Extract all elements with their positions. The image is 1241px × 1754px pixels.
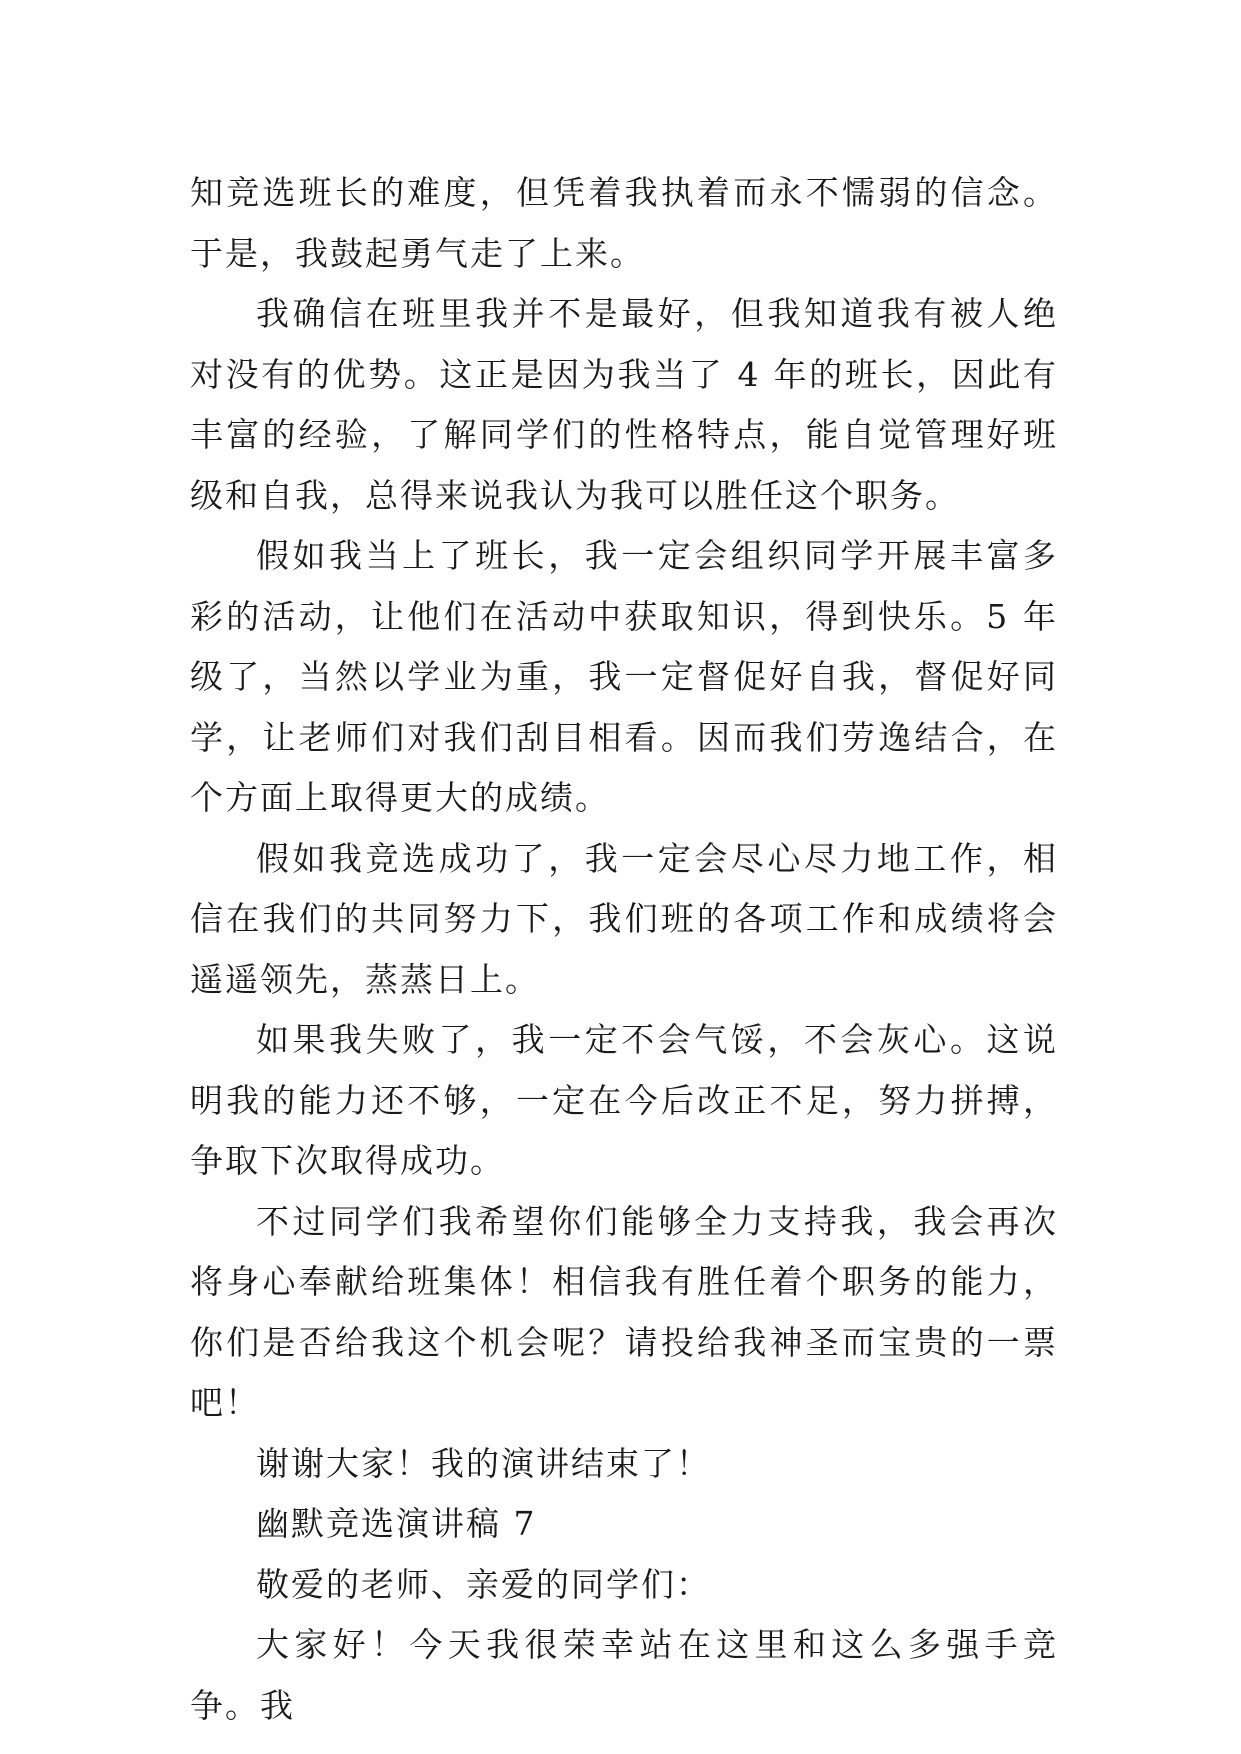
paragraph-failure: 如果我失败了，我一定不会气馁，不会灰心。这说明我的能力还不够，一定在今后改正不足，努力拼搏，争取下次取得成功。 [190,1020,1058,1180]
paragraph-greeting: 大家好！今天我很荣幸站在这里和这么多强手竞争。我 [190,1625,1058,1725]
paragraph-advantage: 我确信在班里我并不是最好，但我知道我有被人绝对没有的优势。这正是因为我当了 4 年的班长，因此有丰富的经验，了解同学们的性格特点，能自觉管理好班级和自我，总得来说我认为我可以胜任这个职务。 [190,294,1058,515]
paragraph-support: 不过同学们我希望你们能够全力支持我，我会再次将身心奉献给班集体！相信我有胜任着个职务的能力，你们是否给我这个机会呢？请投给我神圣而宝贵的一票吧！ [190,1201,1058,1422]
paragraph-plans: 假如我当上了班长，我一定会组织同学开展丰富多彩的活动，让他们在活动中获取知识，得到快乐。5 年级了，当然以学业为重，我一定督促好自我，督促好同学，让老师们对我们刮目相看。因而我们劳逸结合，在个方面上取得更大的成绩。 [190,536,1058,817]
paragraph-thanks: 谢谢大家！我的演讲结束了！ [256,1443,711,1483]
section-heading: 幽默竞选演讲稿 7 [256,1504,537,1543]
paragraph-salutation: 敬爱的老师、亲爱的同学们： [256,1564,711,1604]
document-body [190,163,1058,1736]
paragraph-continuation: 知竞选班长的难度，但凭着我执着而永不懦弱的信念。于是，我鼓起勇气走了上来。 [190,173,1058,273]
paragraph-success: 假如我竞选成功了，我一定会尽心尽力地工作，相信在我们的共同努力下，我们班的各项工作和成绩将会遥遥领先，蒸蒸日上。 [190,838,1058,999]
